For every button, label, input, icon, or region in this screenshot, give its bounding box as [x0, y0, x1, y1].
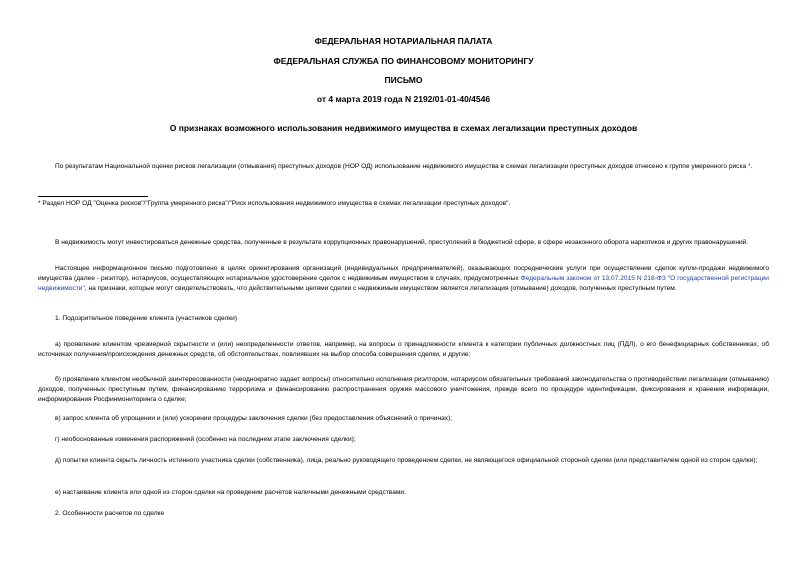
footnote-reference[interactable]: * — [748, 163, 751, 170]
item-a: а) проявление клиентом чрезмерной скрытности и (или) неопределенности ответов, например, на вопросы о принадлежности клиента к категории публичных должностных лиц (ПДЛ), о его бенефициарных собственниках, об источниках получения/происхождения денежных средств, об обстоятельствах, повлиявших на выбор способа совершения сделки, и другие; — [38, 341, 769, 358]
document-subject: О признаках возможного использования недвижимого имущества в схемах легализации преступных доходов — [169, 123, 638, 133]
item-d: д) попытки клиента скрыть личность истинного участника сделки (собственника), лица, реально руководящего проведением сделки, не являющегося официальной стороной сделки (или представителем одной из сторон сделки); — [55, 457, 758, 464]
issuer-financial-monitoring: ФЕДЕРАЛЬНАЯ СЛУЖБА ПО ФИНАНСОВОМУ МОНИТОРИНГУ — [273, 56, 534, 66]
law-link[interactable]: Федеральным законом от 13.07.2015 N 218-ФЗ "О государственной регистрации недвижимости" — [38, 275, 769, 292]
item-e: е) настаивание клиента или одной из сторон сделки на проведении расчетов наличными денежными средствами. — [55, 489, 406, 496]
item-g: г) необоснованные изменения распоряжений (особенно на последнем этапе заключения сделки); — [55, 436, 356, 443]
document-type: ПИСЬМО — [384, 75, 423, 85]
issuer-notary-chamber: ФЕДЕРАЛЬНАЯ НОТАРИАЛЬНАЯ ПАЛАТА — [314, 36, 493, 46]
footnote: * Раздел НОР ОД "Оценка рисков"/"Группа умеренного риска"/"Риск использования недвижимого имущества в схемах легализации преступных доходов". — [38, 200, 511, 207]
section-heading-2: 2. Особенности расчетов по сделке — [55, 510, 165, 517]
document-date-number: от 4 марта 2019 года N 2192/01-01-40/4546 — [316, 94, 491, 104]
paragraph-intro-end: . — [750, 163, 753, 170]
paragraph-intro — [38, 162, 769, 172]
item-v: в) запрос клиента об упрощении и (или) ускорении процедуры заключения сделки (без предоставления объяснений о причинах); — [55, 415, 453, 422]
item-b: б) проявление клиентом необычной заинтересованности (неоднократно задает вопросы) относительно исполнения риэлтором, нотариусом обязательных требований законодательства о противодействии легализации (отмыванию) доходов, полученных преступным путем, финансированию терроризма и финансированию распространения оружия массового уничтожения, прежде всего по процедуре идентификации, фиксирования и хранения информации, информирования Росфинмониторинга о сделке; — [38, 376, 769, 403]
section-heading-1: 1. Подозрительное поведение клиента (участников сделки) — [55, 315, 238, 322]
footnote-separator — [38, 196, 148, 197]
paragraph-purpose — [38, 264, 769, 294]
paragraph-investment: В недвижимость могут инвестироваться денежные средства, полученные в результате коррупционных правонарушений, преступлений в бюджетной сфере, в сфере незаконного оборота наркотиков и других правонарушений. — [55, 239, 749, 246]
paragraph-purpose-text: Настоящее информационное письмо подготовлено в целях ориентирования организаций (индивидуальных предпринимателей), оказывающих посреднические услуги при осуществлении сделок купли-продажи недвижимого имущества (далее - риэлтор), нотариусов, осуществляющих нотариальное удостоверение сделок с недвижимым имуществом в случаях, предусмотренных — [38, 265, 769, 282]
paragraph-intro-text: По результатам Национальной оценки рисков легализации (отмывания) преступных доходов (НОР ОД) использование недвижимого имущества в схемах легализации преступных доходов отнесено к группе умеренного риска — [55, 163, 747, 170]
paragraph-purpose-end: , на признаки, которые могут свидетельствовать, что действительными целями сделки с недвижимым имуществом является легализация (отмывание) доходов, полученных преступным путем. — [84, 285, 677, 292]
